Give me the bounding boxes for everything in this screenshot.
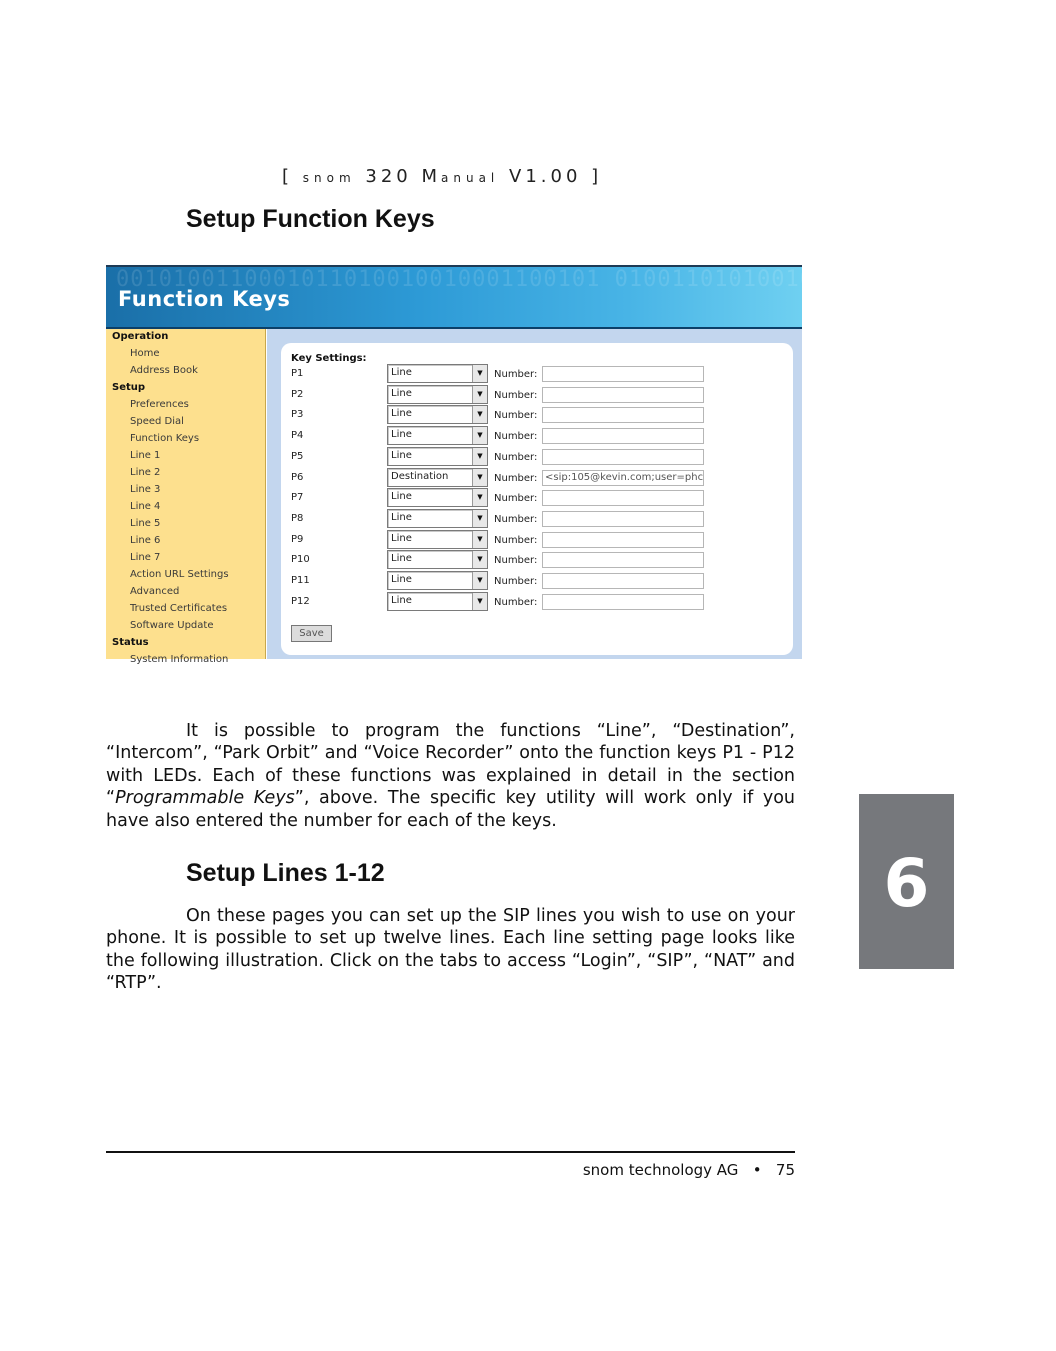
number-label: Number: bbox=[494, 431, 538, 443]
save-button[interactable]: Save bbox=[291, 625, 332, 642]
key-type-select[interactable] bbox=[387, 571, 488, 590]
section-title-setup-lines: Setup Lines 1-12 bbox=[186, 859, 385, 887]
key-row bbox=[281, 426, 793, 446]
footer-company: snom technology AG bbox=[582, 1161, 739, 1179]
nav-category: Operation bbox=[112, 331, 169, 342]
key-row bbox=[281, 530, 793, 550]
chevron-down-icon[interactable]: ▼ bbox=[472, 593, 487, 610]
key-type-value: Line bbox=[391, 594, 412, 606]
nav-item[interactable]: Line 3 bbox=[130, 484, 161, 495]
number-input[interactable] bbox=[542, 428, 704, 444]
key-row bbox=[281, 385, 793, 405]
footer-rule bbox=[106, 1151, 795, 1153]
number-input[interactable] bbox=[542, 407, 704, 423]
key-type-select[interactable] bbox=[387, 488, 488, 507]
number-input[interactable] bbox=[542, 470, 704, 486]
key-row bbox=[281, 571, 793, 591]
key-type-value: Line bbox=[391, 532, 412, 544]
key-type-select[interactable] bbox=[387, 364, 488, 383]
key-type-select[interactable] bbox=[387, 509, 488, 528]
p1-text-after: ”, above. The specific key utility will work only if you have also entered the number for each of the keys. bbox=[106, 788, 795, 831]
key-row bbox=[281, 488, 793, 508]
chevron-down-icon[interactable]: ▼ bbox=[472, 469, 487, 486]
number-label: Number: bbox=[494, 576, 538, 587]
nav-item[interactable]: Line 2 bbox=[130, 467, 161, 478]
nav-item[interactable]: Home bbox=[130, 348, 160, 359]
number-label: Number: bbox=[494, 389, 538, 401]
nav-item[interactable]: Advanced bbox=[130, 586, 180, 597]
number-input[interactable] bbox=[542, 449, 704, 465]
bracket-close: ] bbox=[591, 166, 603, 187]
nav-item[interactable]: Address Book bbox=[130, 365, 198, 376]
key-settings-title: Key Settings: bbox=[291, 353, 367, 364]
figure-title: Function Keys bbox=[118, 287, 291, 311]
key-row bbox=[281, 364, 793, 384]
key-type-value: Line bbox=[391, 408, 412, 420]
p1-text-before: It is possible to program the functions “Line”, “Destination”, “Intercom”, “Park Orbit” and “Voice Recorder” onto the function keys P1 - P12 with LEDs. Each of these functions was explained in detail in the section “ bbox=[106, 721, 795, 809]
key-type-value: Line bbox=[391, 367, 412, 378]
page-footer bbox=[583, 1161, 795, 1179]
key-row bbox=[281, 468, 793, 488]
chevron-down-icon[interactable]: ▼ bbox=[472, 572, 487, 589]
nav-item[interactable]: Line 6 bbox=[130, 535, 161, 546]
key-label: P3 bbox=[291, 409, 304, 421]
key-label: P8 bbox=[291, 512, 304, 524]
running-head bbox=[282, 166, 602, 187]
key-row bbox=[281, 447, 793, 467]
key-type-select[interactable] bbox=[387, 405, 488, 424]
chevron-down-icon[interactable]: ▼ bbox=[472, 551, 487, 568]
paragraph-setup-lines bbox=[106, 905, 795, 995]
key-label: P2 bbox=[291, 388, 304, 400]
key-type-value: Line bbox=[391, 553, 412, 565]
paragraph-function-keys bbox=[106, 720, 795, 832]
key-label: P6 bbox=[291, 471, 304, 483]
nav-item[interactable]: Action URL Settings bbox=[130, 569, 229, 580]
bracket-open: [ bbox=[282, 166, 294, 187]
chevron-down-icon[interactable]: ▼ bbox=[472, 448, 487, 465]
number-label: Number: bbox=[494, 493, 538, 505]
figure-main bbox=[267, 329, 802, 659]
key-type-select[interactable] bbox=[387, 530, 488, 549]
number-label: Number: bbox=[494, 596, 538, 608]
nav-item[interactable]: Software Update bbox=[130, 620, 214, 631]
nav-item[interactable]: Line 4 bbox=[130, 501, 161, 512]
model-number: 320 bbox=[365, 166, 412, 187]
footer-bullet: • bbox=[752, 1161, 762, 1179]
number-input[interactable] bbox=[542, 511, 704, 527]
key-label: P10 bbox=[291, 554, 310, 566]
number-label: Number: bbox=[494, 555, 538, 567]
function-keys-screenshot bbox=[106, 265, 1056, 665]
key-type-select[interactable] bbox=[387, 550, 488, 569]
nav-item[interactable]: Trusted Certificates bbox=[130, 603, 228, 614]
number-label: Number: bbox=[494, 472, 538, 484]
chevron-down-icon[interactable]: ▼ bbox=[472, 531, 487, 548]
manual-initial: M bbox=[421, 166, 442, 187]
key-row bbox=[281, 509, 793, 529]
manual-rest: anual bbox=[441, 171, 500, 185]
key-label: P12 bbox=[291, 595, 310, 607]
key-label: P1 bbox=[291, 368, 304, 379]
page-number: 75 bbox=[775, 1161, 795, 1179]
chevron-down-icon[interactable]: ▼ bbox=[472, 406, 487, 423]
key-type-select[interactable] bbox=[387, 447, 488, 466]
number-label: Number: bbox=[494, 534, 538, 546]
key-label: P5 bbox=[291, 450, 304, 462]
key-label: P9 bbox=[291, 533, 304, 545]
nav-item[interactable]: Line 5 bbox=[130, 518, 161, 529]
p2-text: On these pages you can set up the SIP lines you wish to use on your phone. It is possible to set up twelve lines. Each line setting page looks like the following illustration. Click on the tabs to access “Login”, “SIP”, “NAT” and “RTP”. bbox=[106, 906, 795, 994]
brand-name: snom bbox=[302, 171, 356, 185]
chapter-tab bbox=[859, 794, 954, 969]
section-title-function-keys: Setup Function Keys bbox=[186, 205, 435, 233]
nav-item[interactable]: System Information bbox=[130, 654, 229, 665]
chevron-down-icon[interactable]: ▼ bbox=[472, 365, 487, 382]
key-type-select[interactable] bbox=[387, 592, 488, 611]
number-label: Number: bbox=[494, 369, 538, 380]
nav-item[interactable]: Preferences bbox=[130, 399, 189, 410]
key-label: P11 bbox=[291, 575, 310, 586]
chevron-down-icon[interactable]: ▼ bbox=[472, 386, 487, 403]
key-row bbox=[281, 550, 793, 570]
key-type-value: Line bbox=[391, 574, 412, 585]
key-type-select[interactable] bbox=[387, 426, 488, 445]
key-label: P4 bbox=[291, 430, 304, 442]
number-input[interactable] bbox=[542, 532, 704, 548]
chapter-number: 6 bbox=[883, 845, 930, 922]
key-settings-panel bbox=[281, 343, 793, 655]
nav-category: Status bbox=[112, 637, 149, 648]
key-type-value: Line bbox=[391, 387, 412, 399]
number-input[interactable] bbox=[542, 594, 704, 610]
chevron-down-icon[interactable]: ▼ bbox=[472, 489, 487, 506]
key-row bbox=[281, 405, 793, 425]
banner-binary-pattern: 0010100110001011010010010001100101 0100110101001011000101101001000 bbox=[116, 267, 1056, 292]
number-value: <sip:105@kevin.com;user=phc bbox=[545, 471, 704, 483]
key-type-value: Line bbox=[391, 491, 412, 503]
figure-banner bbox=[106, 267, 1056, 327]
number-label: Number: bbox=[494, 513, 538, 525]
key-type-value: Destination bbox=[391, 470, 449, 482]
number-input[interactable] bbox=[542, 490, 704, 506]
key-type-value: Line bbox=[391, 449, 412, 461]
version: V1.00 bbox=[509, 166, 582, 187]
figure-sidebar bbox=[106, 329, 266, 665]
number-input[interactable] bbox=[542, 387, 704, 403]
nav-item[interactable]: Function Keys bbox=[130, 433, 200, 444]
nav-item[interactable]: Line 1 bbox=[130, 450, 161, 461]
number-input[interactable] bbox=[542, 366, 704, 382]
key-type-value: Line bbox=[391, 511, 412, 523]
key-type-select[interactable] bbox=[387, 468, 488, 487]
key-type-value: Line bbox=[391, 429, 412, 441]
chevron-down-icon[interactable]: ▼ bbox=[472, 427, 487, 444]
key-row bbox=[281, 592, 793, 612]
p1-italic-ref: Programmable Keys bbox=[115, 788, 295, 809]
nav-item[interactable]: Speed Dial bbox=[130, 416, 184, 427]
number-label: Number: bbox=[494, 410, 538, 422]
number-input[interactable] bbox=[542, 552, 704, 568]
key-label: P7 bbox=[291, 492, 304, 504]
number-label: Number: bbox=[494, 451, 538, 463]
key-type-select[interactable] bbox=[387, 385, 488, 404]
chevron-down-icon[interactable]: ▼ bbox=[472, 510, 487, 527]
number-input[interactable] bbox=[542, 573, 704, 589]
nav-category: Setup bbox=[112, 382, 146, 393]
nav-item[interactable]: Line 7 bbox=[130, 552, 161, 563]
